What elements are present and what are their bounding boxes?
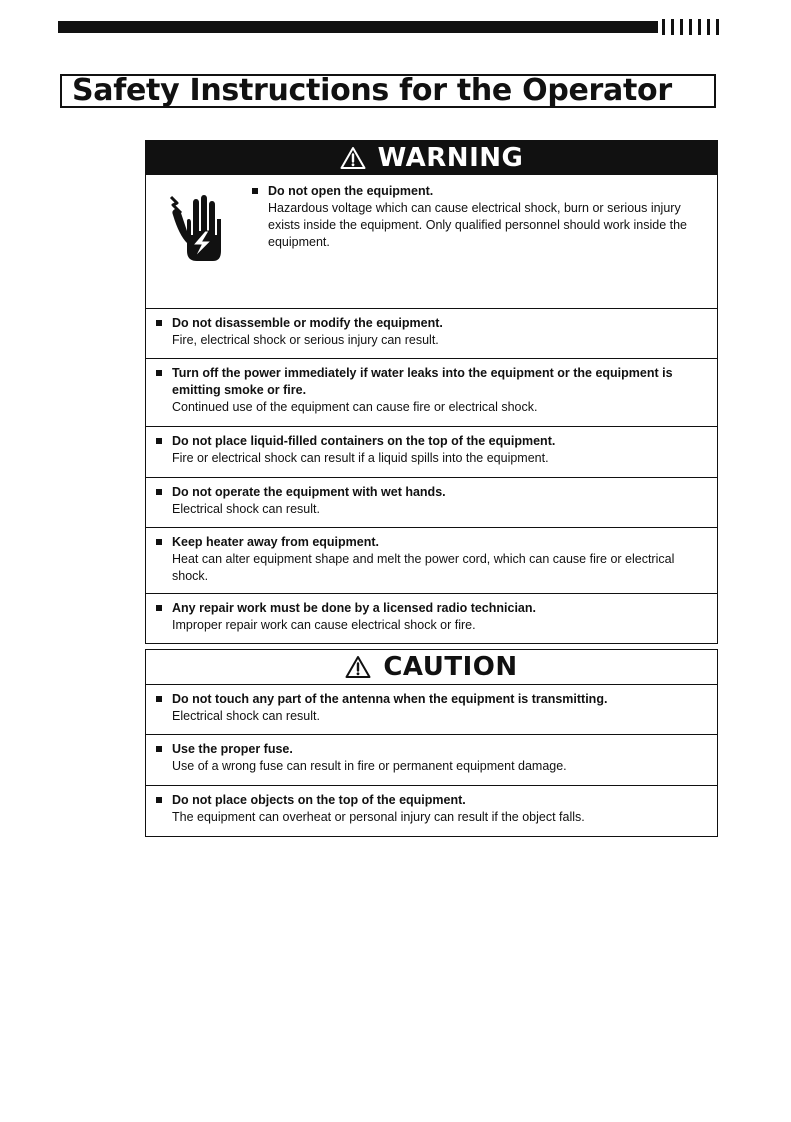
caution-item-body: The equipment can overheat or personal injury can result if the object falls. (172, 810, 585, 824)
bullet-icon (156, 438, 162, 444)
electric-shock-hand-icon (155, 183, 245, 298)
warning-item (146, 478, 717, 528)
bullet-icon (156, 370, 162, 376)
warning-item-title: Turn off the power immediately if water leaks into the equipment or the equipment is emitting smoke or fire. (172, 366, 673, 397)
warning-item-title: Do not disassemble or modify the equipment. (172, 316, 443, 330)
warning-item-title: Do not place liquid-filled containers on the top of the equipment. (172, 434, 556, 448)
caution-item (146, 786, 717, 836)
bullet-icon (156, 605, 162, 611)
warning-item-body: Heat can alter equipment shape and melt the power cord, which can cause fire or electrical shock. (172, 552, 675, 583)
warning-item-body: Electrical shock can result. (172, 502, 320, 516)
bullet-icon (156, 746, 162, 752)
top-rule-bar (58, 21, 658, 33)
caution-item (146, 735, 717, 786)
warning-item (146, 594, 717, 643)
caution-header-label: CAUTION (383, 652, 518, 682)
warning-item-title: Any repair work must be done by a licensed radio technician. (172, 601, 536, 615)
warning-header (146, 141, 717, 175)
warning-item (146, 528, 717, 594)
warning-item (146, 175, 717, 309)
bullet-icon (156, 539, 162, 545)
bullet-icon (156, 489, 162, 495)
caution-box (145, 649, 718, 837)
warning-item-title: Do not operate the equipment with wet hands. (172, 485, 446, 499)
warning-item-title: Do not open the equipment. (268, 184, 434, 198)
top-rule-ticks (662, 19, 719, 35)
caution-item-body: Use of a wrong fuse can result in fire or permanent equipment damage. (172, 759, 567, 773)
warning-item (146, 427, 717, 478)
warning-triangle-icon (340, 146, 366, 170)
warning-item-body: Fire, electrical shock or serious injury can result. (172, 333, 439, 347)
bullet-icon (252, 188, 258, 194)
warning-header-label: WARNING (377, 143, 524, 173)
page-title: Safety Instructions for the Operator (60, 74, 716, 108)
caution-item-title: Do not touch any part of the antenna when the equipment is transmitting. (172, 692, 608, 706)
caution-item-title: Use the proper fuse. (172, 742, 293, 756)
warning-triangle-icon (345, 655, 371, 679)
warning-item-body: Improper repair work can cause electrical shock or fire. (172, 618, 476, 632)
bullet-icon (156, 797, 162, 803)
bullet-icon (156, 320, 162, 326)
warning-item-body: Fire or electrical shock can result if a liquid spills into the equipment. (172, 451, 549, 465)
caution-item-body: Electrical shock can result. (172, 709, 320, 723)
warning-item (146, 359, 717, 427)
caution-item (146, 685, 717, 735)
bullet-icon (156, 696, 162, 702)
caution-item-title: Do not place objects on the top of the equipment. (172, 793, 466, 807)
caution-header (146, 650, 717, 685)
warning-item-body: Continued use of the equipment can cause fire or electrical shock. (172, 400, 538, 414)
warning-item-title: Keep heater away from equipment. (172, 535, 380, 549)
warning-item-body: Hazardous voltage which can cause electrical shock, burn or serious injury exists inside the equipment. Only qualified personnel should work inside the equipment. (268, 201, 687, 249)
warning-box (145, 140, 718, 644)
warning-item (146, 309, 717, 359)
